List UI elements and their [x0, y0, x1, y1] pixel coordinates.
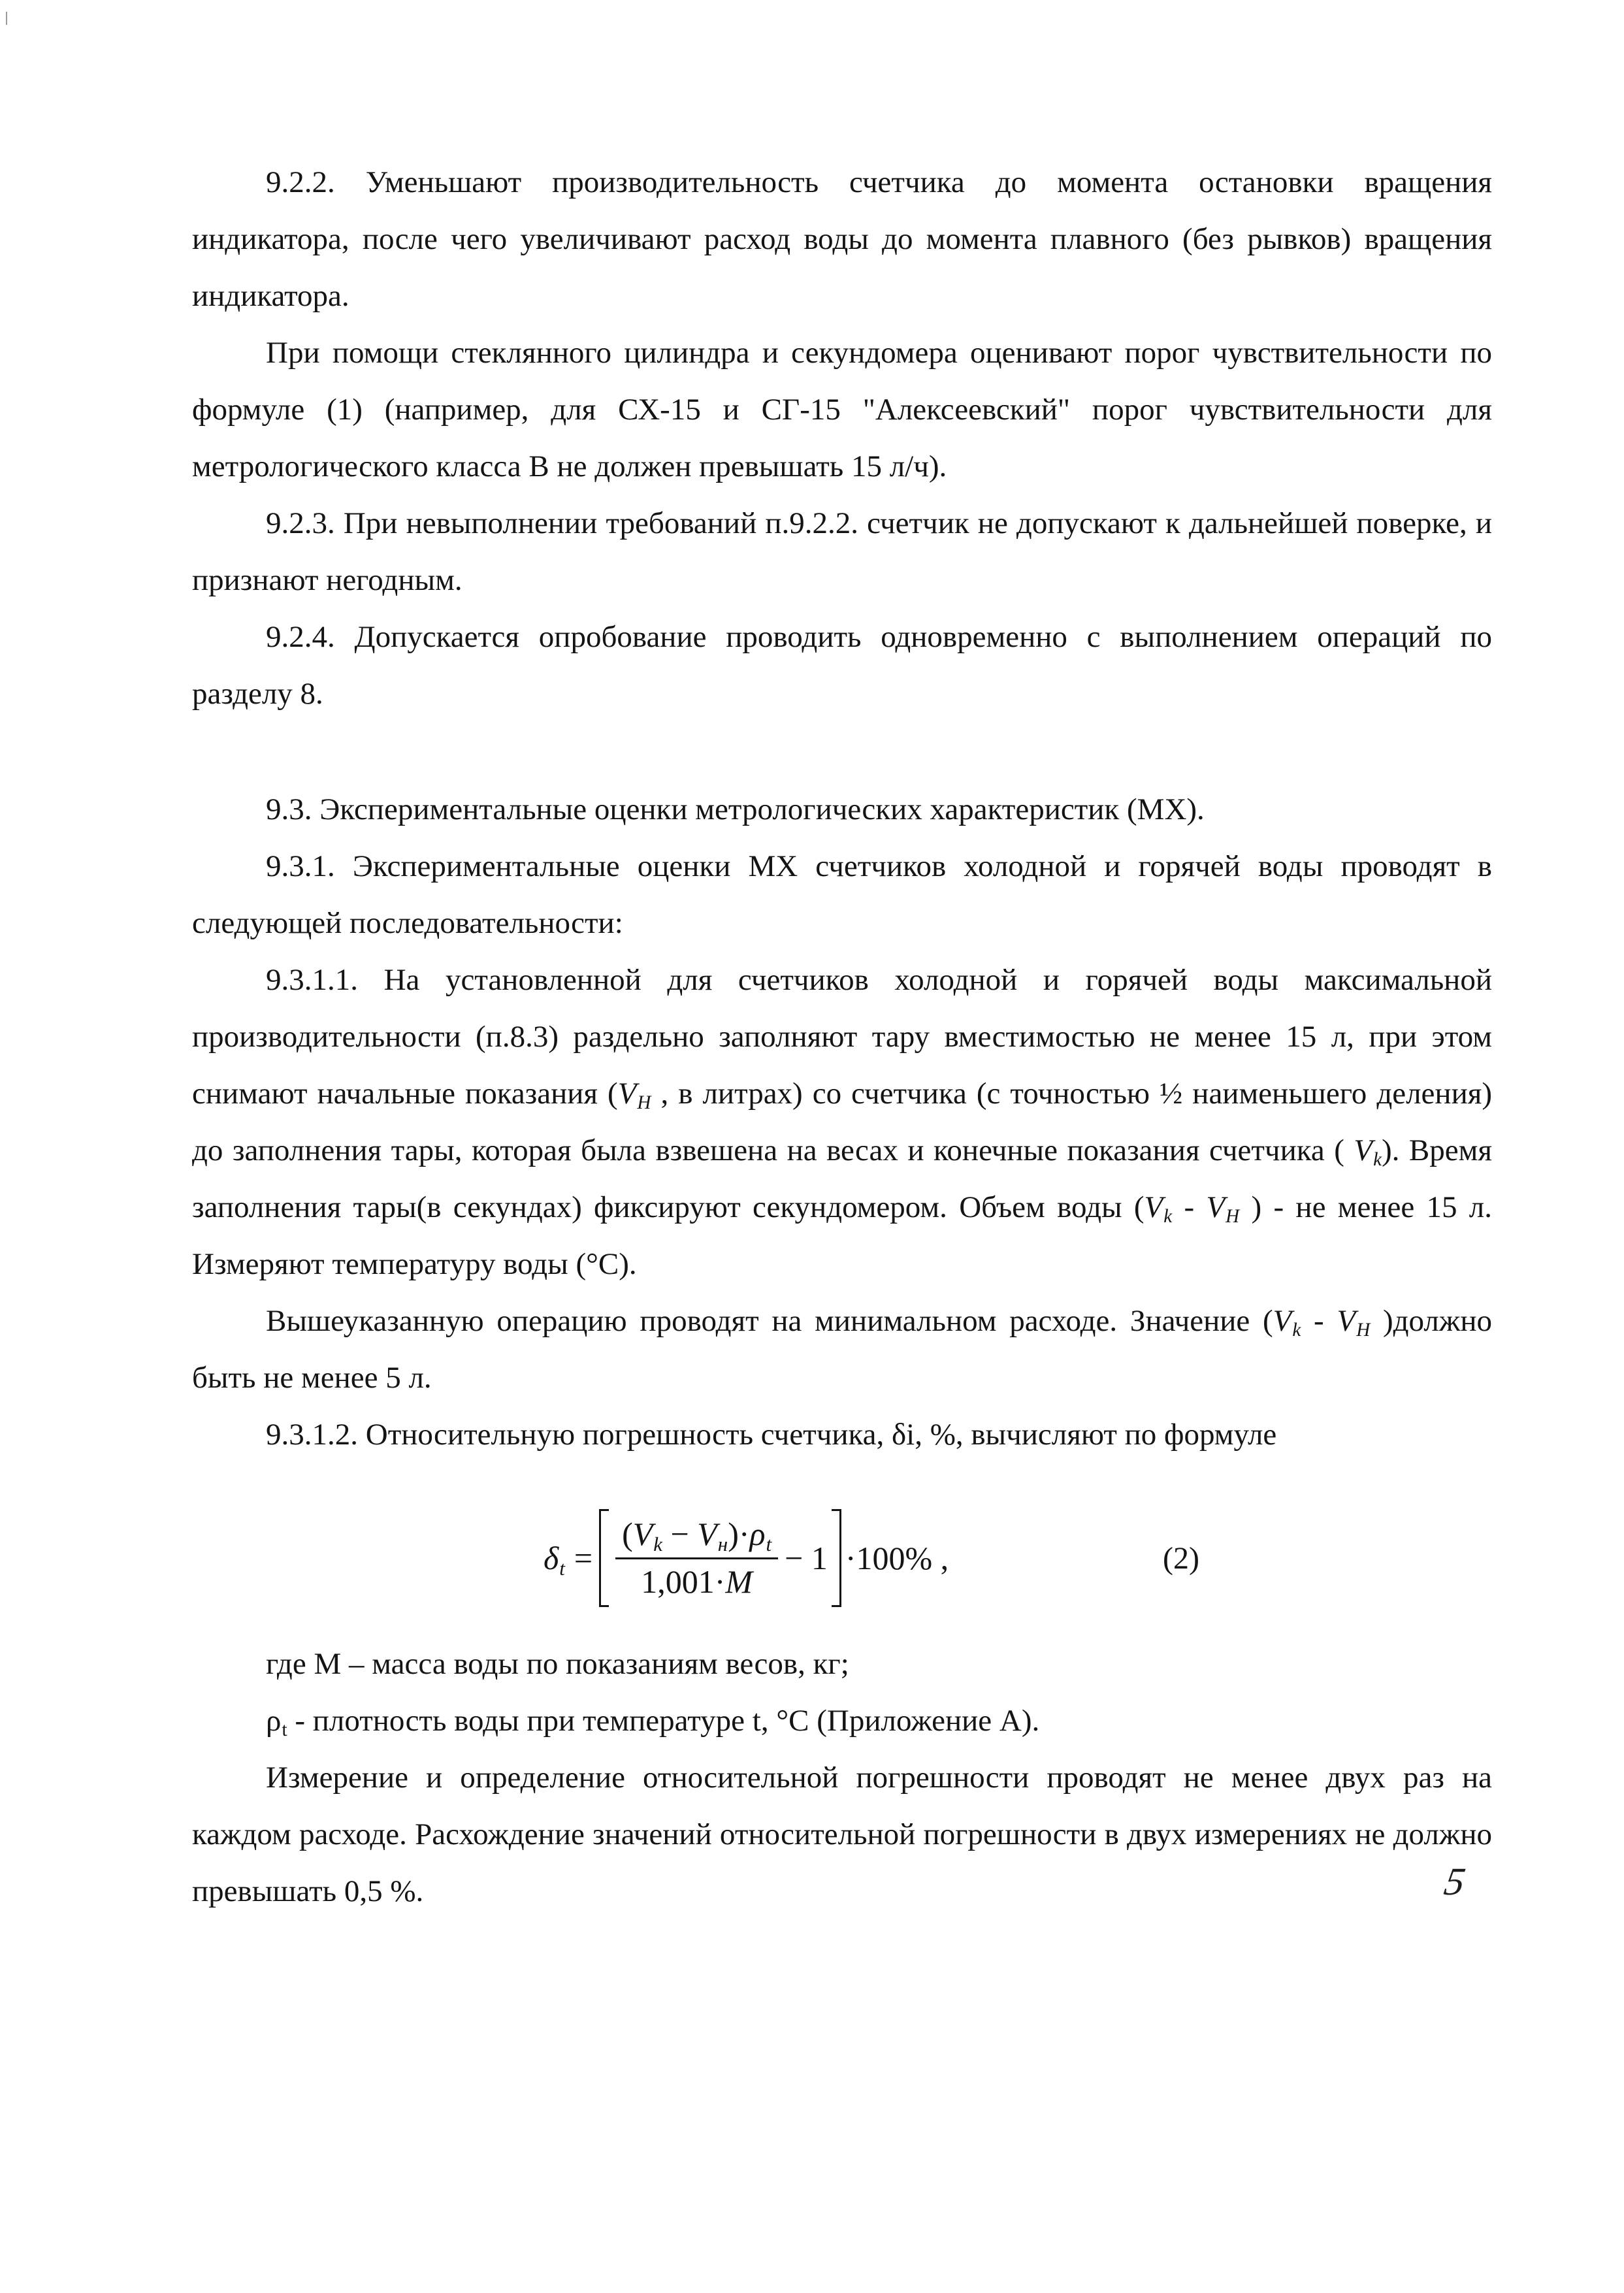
paragraph	[192, 1407, 1492, 1463]
scan-mark	[6, 12, 7, 25]
math-variable-subscript: Н	[637, 1092, 651, 1114]
math-variable-base: V	[632, 1516, 653, 1552]
math-variable-base: V	[697, 1516, 717, 1552]
math-variable	[1144, 1190, 1173, 1228]
math-variable	[697, 1516, 728, 1555]
formula-lhs	[544, 1539, 565, 1580]
math-variable	[725, 1563, 753, 1600]
text-run: ) - не менее 15 л. Измеряют температуру воды (°С).	[192, 1190, 1493, 1281]
math-variable	[266, 1704, 287, 1741]
math-variable-subscript: k	[653, 1532, 663, 1555]
math-variable-subscript: k	[1292, 1320, 1301, 1341]
math-variable-subscript: Н	[1226, 1206, 1240, 1228]
math-variable-base: V	[1144, 1190, 1163, 1224]
text-run: 9.3.1.1. На установленной для счетчиков холодной и горячей воды максимальной производительности (п.8.3) раздельно заполняют тару вместимостью не менее 15 л, при этом снимают начальные показания (	[192, 963, 1492, 1111]
math-variable-subscript: t	[559, 1556, 565, 1580]
formula-number: (2)	[1163, 1540, 1199, 1576]
text-run: 9.2.4. Допускается опробование проводить одновременно с выполнением операций по разделу 8.	[192, 620, 1492, 711]
text-run: )·	[728, 1516, 750, 1552]
math-variable-base: V	[1273, 1304, 1292, 1338]
math-variable	[1354, 1133, 1382, 1171]
math-variable-subscript: t	[766, 1532, 772, 1555]
math-variable-subscript: н	[717, 1532, 728, 1555]
formula-left-bracket	[599, 1509, 609, 1607]
paragraph	[192, 495, 1492, 609]
formula-right-bracket	[832, 1509, 841, 1607]
math-variable-base: δ	[544, 1540, 559, 1576]
math-variable-subscript: t	[282, 1719, 287, 1741]
math-variable	[1273, 1304, 1301, 1341]
text-run: −	[662, 1516, 698, 1552]
paragraph	[192, 1636, 1492, 1693]
math-variable-subscript: k	[1373, 1149, 1382, 1171]
math-variable-subscript: Н	[1356, 1320, 1371, 1341]
formula-numerator	[615, 1516, 778, 1559]
formula-equals: =	[574, 1540, 593, 1576]
math-variable-base: V	[1354, 1133, 1373, 1167]
math-variable-base: V	[1337, 1304, 1356, 1338]
section-9-2-paragraphs	[192, 154, 1492, 723]
paragraph	[192, 1293, 1492, 1407]
formula-tail: ·100% ,	[845, 1540, 949, 1576]
math-variable	[617, 1077, 651, 1114]
paragraph	[192, 1693, 1492, 1749]
text-run: -	[1172, 1190, 1207, 1224]
section-9-3-paragraphs	[192, 781, 1492, 1463]
paragraph	[192, 781, 1492, 838]
paragraph	[192, 952, 1492, 1293]
math-variable	[1337, 1304, 1371, 1341]
text-run: , в литрах) со счетчика (с точностью ½ наименьшего деления) до заполнения тары, которая была взвешена на весах и конечные показания счетчика (	[192, 1077, 1492, 1167]
math-variable	[544, 1540, 565, 1580]
body-text	[192, 154, 1492, 1920]
paragraph	[192, 154, 1492, 325]
math-variable-subscript: k	[1163, 1206, 1173, 1228]
text-run: Измерение и определение относительной погрешности проводят не менее двух раз на каждом расходе. Расхождение значений относительной погрешности в двух измерениях не должно превышать 0,5 %.	[192, 1761, 1492, 1908]
formula-fraction	[615, 1516, 778, 1601]
math-variable-base: V	[1206, 1190, 1226, 1224]
text-run: -	[1301, 1304, 1337, 1338]
math-variable-base: ρ	[266, 1704, 282, 1738]
paragraph	[192, 325, 1492, 495]
text-run: 9.3.1.2. Относительную погрешность счетчика, δi, %, вычисляют по формуле	[266, 1418, 1277, 1452]
paragraph	[192, 838, 1492, 952]
text-run: ). Время заполнения тары(в секундах) фиксируют секундомером. Объем воды (	[192, 1133, 1492, 1224]
text-run: 9.3. Экспериментальные оценки метрологических характеристик (МХ).	[266, 792, 1205, 826]
math-variable	[632, 1516, 663, 1555]
math-variable	[749, 1516, 772, 1555]
text-run: )должно быть не менее 5 л.	[192, 1304, 1493, 1395]
text-run: - плотность воды при температуре t, °С (Приложение А).	[287, 1704, 1040, 1738]
text-run: 1,001·	[641, 1563, 726, 1600]
formula-2	[192, 1500, 1492, 1616]
paragraph	[192, 609, 1492, 723]
formula-denominator	[634, 1559, 759, 1601]
text-run: где М – масса воды по показаниям весов, кг;	[266, 1647, 849, 1681]
text-run: 9.3.1. Экспериментальные оценки МХ счетчиков холодной и горячей воды проводят в следующей последовательности:	[192, 849, 1492, 940]
paragraph	[192, 1749, 1492, 1920]
text-run: 9.2.3. При невыполнении требований п.9.2.2. счетчик не допускают к дальнейшей поверке, и признают негодным.	[192, 506, 1492, 597]
formula-expression	[544, 1500, 949, 1616]
text-run: (	[622, 1516, 633, 1552]
text-run: Вышеуказанную операцию проводят на минимальном расходе. Значение (	[266, 1304, 1273, 1338]
text-run: При помощи стеклянного цилиндра и секундомера оценивают порог чувствительности по формуле (1) (например, для СХ-15 и СГ-15 "Алексеевский" порог чувствительности для метрологического класса В не должен превышать 15 л/ч).	[192, 336, 1492, 483]
math-variable-base: V	[617, 1077, 637, 1111]
math-variable-base: ρ	[749, 1516, 766, 1552]
formula-explanation-paragraphs	[192, 1636, 1492, 1920]
math-variable	[1206, 1190, 1240, 1228]
formula-minus-one: − 1	[785, 1540, 828, 1576]
math-variable-base: M	[725, 1563, 753, 1600]
page-number: 5	[1441, 1860, 1469, 1903]
text-run: 9.2.2. Уменьшают производительность счетчика до момента остановки вращения индикатора, после чего увеличивают расход воды до момента плавного (без рывков) вращения индикатора.	[192, 165, 1492, 313]
